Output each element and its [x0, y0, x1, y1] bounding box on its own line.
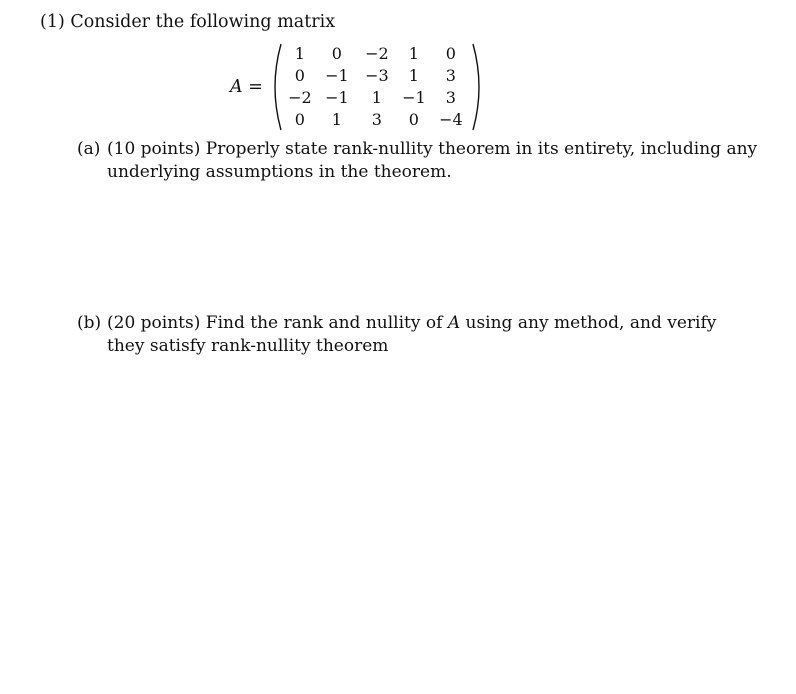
word: of [425, 313, 443, 333]
word: in [515, 139, 533, 159]
matrix-cell: 3 [445, 88, 456, 107]
matrix-cell: 0 [408, 110, 419, 129]
part-a-tag: (a) [77, 139, 101, 159]
matrix-cell: −1 [325, 88, 349, 107]
matrix-cell: −3 [365, 66, 389, 85]
part-a-line-1 [107, 138, 758, 161]
matrix-cell: −1 [325, 66, 349, 85]
word: rank [283, 313, 324, 333]
matrix-cell: −2 [365, 44, 389, 63]
word: Properly [205, 139, 280, 159]
word: nullity [365, 313, 421, 333]
word: Find [205, 313, 245, 333]
part-b-text [107, 312, 717, 358]
word: any [726, 139, 758, 159]
part-b-line-1 [107, 312, 717, 335]
part-a-text [107, 138, 758, 184]
matrix-cell: 1 [408, 66, 419, 85]
matrix-label [230, 77, 263, 97]
word: and [328, 313, 361, 333]
word: points) [140, 139, 201, 159]
matrix-cell: 0 [294, 66, 305, 85]
word: (20 [107, 313, 136, 333]
problem-heading: (1) Consider the following matrix [40, 12, 336, 32]
word: theorem [438, 139, 511, 159]
equals-sign: = [248, 77, 263, 97]
matrix-cell: −2 [288, 88, 312, 107]
part-a-line-2: underlying assumptions in the theorem. [107, 162, 452, 182]
word: its [537, 139, 559, 159]
word: using [465, 313, 513, 333]
matrix-grid [283, 43, 471, 131]
matrix-cell: 0 [294, 110, 305, 129]
part-b-line-2: they satisfy rank-nullity theorem [107, 336, 389, 356]
word: (10 [107, 139, 136, 159]
matrix-cell: 3 [371, 110, 382, 129]
word: rank-nullity [333, 139, 433, 159]
word: state [285, 139, 328, 159]
word: entirety, [564, 139, 636, 159]
word: any [517, 313, 549, 333]
word: including [640, 139, 722, 159]
word: points) [140, 313, 201, 333]
part-b-tag: (b) [77, 313, 102, 333]
matrix-cell: −4 [439, 110, 463, 129]
left-paren [269, 43, 283, 131]
right-paren [471, 43, 485, 131]
word: method, [553, 313, 625, 333]
matrix-cell: 0 [445, 44, 456, 63]
word: the [250, 313, 279, 333]
word: and [629, 313, 662, 333]
matrix-equation [230, 42, 485, 132]
matrix-cell: 3 [445, 66, 456, 85]
matrix-cell: 1 [331, 110, 342, 129]
matrix-cell: 1 [294, 44, 305, 63]
matrix-cell: −1 [402, 88, 426, 107]
matrix-cell: 1 [371, 88, 382, 107]
word: verify [667, 313, 717, 333]
matrix-cell: 0 [331, 44, 342, 63]
matrix-variable: A [230, 77, 243, 97]
matrix-cell: 1 [408, 44, 419, 63]
matrix-variable-ref: A [447, 313, 461, 333]
